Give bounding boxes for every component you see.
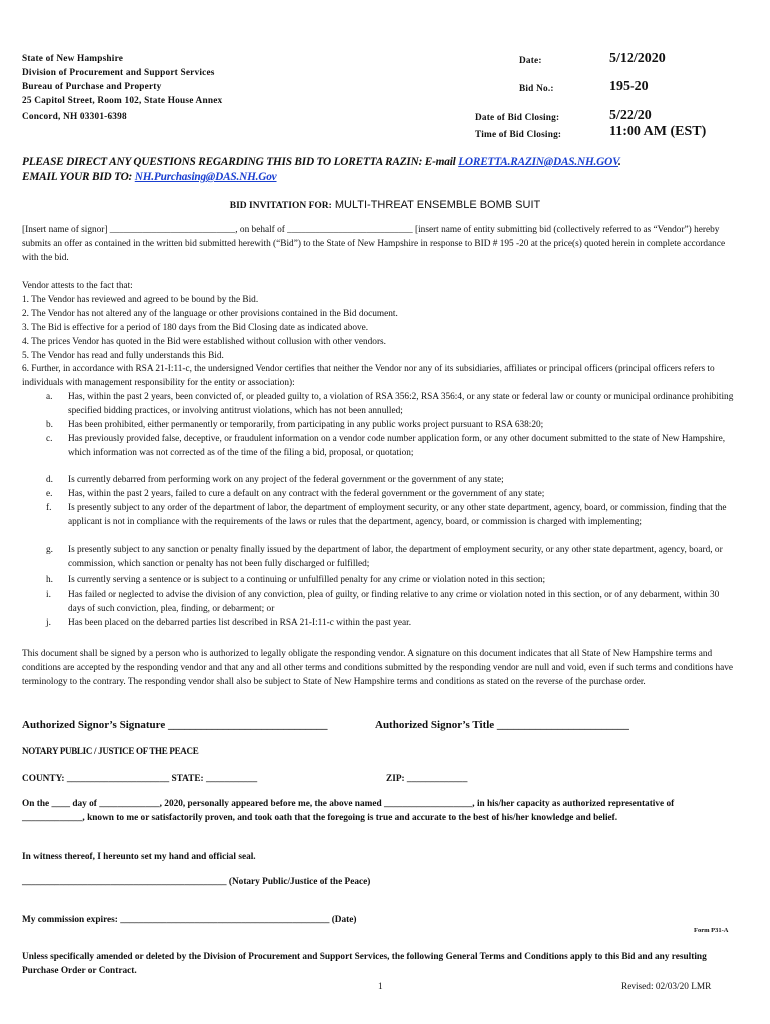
sub-item-letter: h. (46, 575, 53, 585)
questions-end: . (617, 156, 621, 168)
signor-signature-field[interactable]: Authorized Signor’s Signature _____________________________ (22, 719, 328, 731)
witness-text: In witness thereof, I hereunto set my hand and official seal. (22, 852, 256, 862)
sub-item-text: Has previously provided false, deceptive, or fraudulent information on a vendor code number application form, or any other document submitted to the state of New Hampshire, which information was not corrected as of the time of the filing a bid, proposal, or quotation; (68, 434, 726, 458)
sub-item-letter: g. (46, 545, 53, 555)
email-bid-text: EMAIL YOUR BID TO: (22, 171, 135, 183)
signing-paragraph: This document shall be signed by a person who is authorized to legally obligate the responding vendor. A signature on this document indicates that all State of New Hampshire terms and conditions are accepted by the responding vendor and that any and all other terms and conditions submitted by the responding vendor are null and void, even if such terms and conditions have terminology to the contrary. The responding vendor shall also be subject to State of New Hampshire terms and conditions as stated on the reverse of the purchase order. (22, 649, 734, 687)
sub-item-text: Has been placed on the debarred parties list described in RSA 21-I:11-c within the past year. (68, 618, 412, 628)
questions-email-link[interactable]: LORETTA.RAZIN@DAS.NH.GOV (458, 156, 618, 168)
attest-item-4: 4. The prices Vendor has quoted in the Bid were established without collusion with other vendors. (22, 337, 386, 347)
questions-text: PLEASE DIRECT ANY QUESTIONS REGARDING THIS BID TO LORETTA RAZIN: E-mail (22, 156, 459, 168)
notary-statement: On the ____ day of _____________, 2020, personally appeared before me, the above named ___________________, in his/her capacity as authorized representative of _____________, known to me or satisfactorily proven, and took oath that the foregoing is true and accurate to the best of his/her knowledge and belief. (22, 799, 675, 823)
sub-item-letter: d. (46, 475, 53, 485)
agency-line-4: 25 Capitol Street, Room 102, State House Annex (22, 96, 223, 106)
purchasing-email-link[interactable]: NH.Purchasing@DAS.NH.Gov (134, 171, 277, 183)
form-id: Form P31-A (694, 927, 729, 934)
attest-item-6: 6. Further, in accordance with RSA 21-I:11-c, the undersigned Vendor certifies that neither the Vendor nor any of its subsidiaries, affiliates or principal officers (principal officers refers to individuals with management responsibility for the entity or association): (22, 364, 715, 388)
zip-field[interactable]: ZIP: _____________ (386, 774, 468, 784)
agency-line-1: State of New Hampshire (22, 54, 124, 64)
notary-signature-field[interactable]: ____________________________________________ (Notary Public/Justice of the Peace) (22, 877, 371, 887)
attest-item-2: 2. The Vendor has not altered any of the language or other provisions contained in the Bid document. (22, 309, 398, 319)
sub-item-text: Is currently debarred from performing work on any project of the federal government or the government of any state; (68, 475, 504, 485)
bid-title (0, 199, 770, 211)
sub-item-letter: b. (46, 420, 53, 430)
sub-item-text: Has been prohibited, either permanently or temporarily, from participating in any public works project pursuant to RSA 638:20; (68, 420, 544, 430)
date-value: 5/12/2020 (609, 51, 666, 66)
sub-item-text: Is presently subject to any sanction or penalty finally issued by the department of labor, the department of employment security, or any other state department, agency, board, or commission, which sanction or penalty has not been fully discharged or fulfilled; (68, 545, 723, 569)
sub-item-letter: j. (46, 618, 51, 628)
notary-heading: NOTARY PUBLIC / JUSTICE OF THE PEACE (22, 746, 199, 756)
county-state-field[interactable]: COUNTY: ______________________ STATE: ___________ (22, 774, 258, 784)
email-bid-line (22, 171, 277, 183)
date-label: Date: (519, 56, 542, 66)
attest-item-3: 3. The Bid is effective for a period of 180 days from the Bid Closing date as indicated above. (22, 323, 369, 333)
commission-expires-field[interactable]: My commission expires: _____________________________________________ (Date) (22, 915, 357, 925)
sub-item-letter: i. (46, 590, 51, 600)
agency-line-3: Bureau of Purchase and Property (22, 82, 162, 92)
closing-time-value: 11:00 AM (EST) (609, 124, 707, 139)
closing-date-value: 5/22/20 (609, 108, 652, 123)
attests-heading: Vendor attests to the fact that: (22, 281, 133, 291)
page-number: 1 (378, 982, 383, 992)
general-terms-notice: Unless specifically amended or deleted by the Division of Procurement and Support Services, the following General Terms and Conditions apply to this Bid and any resulting Purchase Order or Contract. (22, 952, 707, 976)
bid-title-text: MULTI-THREAT ENSEMBLE BOMB SUIT (331, 199, 541, 211)
sub-item-letter: c. (46, 434, 53, 444)
attest-item-5: 5. The Vendor has read and fully understands this Bid. (22, 351, 224, 361)
closing-date-label: Date of Bid Closing: (475, 113, 560, 123)
revised-date: Revised: 02/03/20 LMR (621, 982, 712, 992)
sub-item-letter: f. (46, 503, 52, 513)
intro-paragraph: [Insert name of signor] ___________________________, on behalf of ___________________________ [insert name of entity submitting bid (collectively referred to as “Vendor”) hereby submits an offer as contained in the written bid submitted herewith (“Bid”) to the State of New Hampshire in response to BID # 195 -20 at the price(s) quoted herein in complete accordance with the bid. (22, 225, 726, 263)
signor-title-field[interactable]: Authorized Signor’s Title ________________________ (375, 719, 629, 731)
sub-item-text: Has failed or neglected to advise the division of any conviction, plea of guilty, or finding relative to any crime or violation noted in this section, or of any debarment, within 30 days of such conviction, plea, finding, or debarment; or (68, 590, 720, 614)
questions-line (22, 156, 621, 168)
sub-item-text: Is currently serving a sentence or is subject to a continuing or unfulfilled penalty for any crime or violation noted in this section; (68, 575, 546, 585)
sub-item-text: Is presently subject to any order of the department of labor, the department of employment security, or any other state department, agency, board, or commission, finding that the applicant is not in compliance with the requirements of the laws or rules that the department, agency, board, or commission is charged with implementing; (68, 503, 727, 527)
sub-item-text: Has, within the past 2 years, been convicted of, or pleaded guilty to, a violation of RSA 356:2, RSA 356:4, or any state or federal law or county or municipal ordinance prohibiting specified bidding practices, or involving antitrust violations, which has not been annulled; (68, 392, 734, 416)
sub-item-text: Has, within the past 2 years, failed to cure a default on any contract with the federal government or the government of any state; (68, 489, 545, 499)
bid-no-value: 195-20 (609, 79, 649, 94)
bid-title-prefix: BID INVITATION FOR: (229, 201, 332, 211)
attest-item-1: 1. The Vendor has reviewed and agreed to be bound by the Bid. (22, 295, 259, 305)
sub-item-letter: a. (46, 392, 53, 402)
bid-no-label: Bid No.: (519, 84, 554, 94)
agency-line-5: Concord, NH 03301-6398 (22, 112, 127, 122)
closing-time-label: Time of Bid Closing: (475, 130, 562, 140)
agency-line-2: Division of Procurement and Support Services (22, 68, 215, 78)
sub-item-letter: e. (46, 489, 53, 499)
